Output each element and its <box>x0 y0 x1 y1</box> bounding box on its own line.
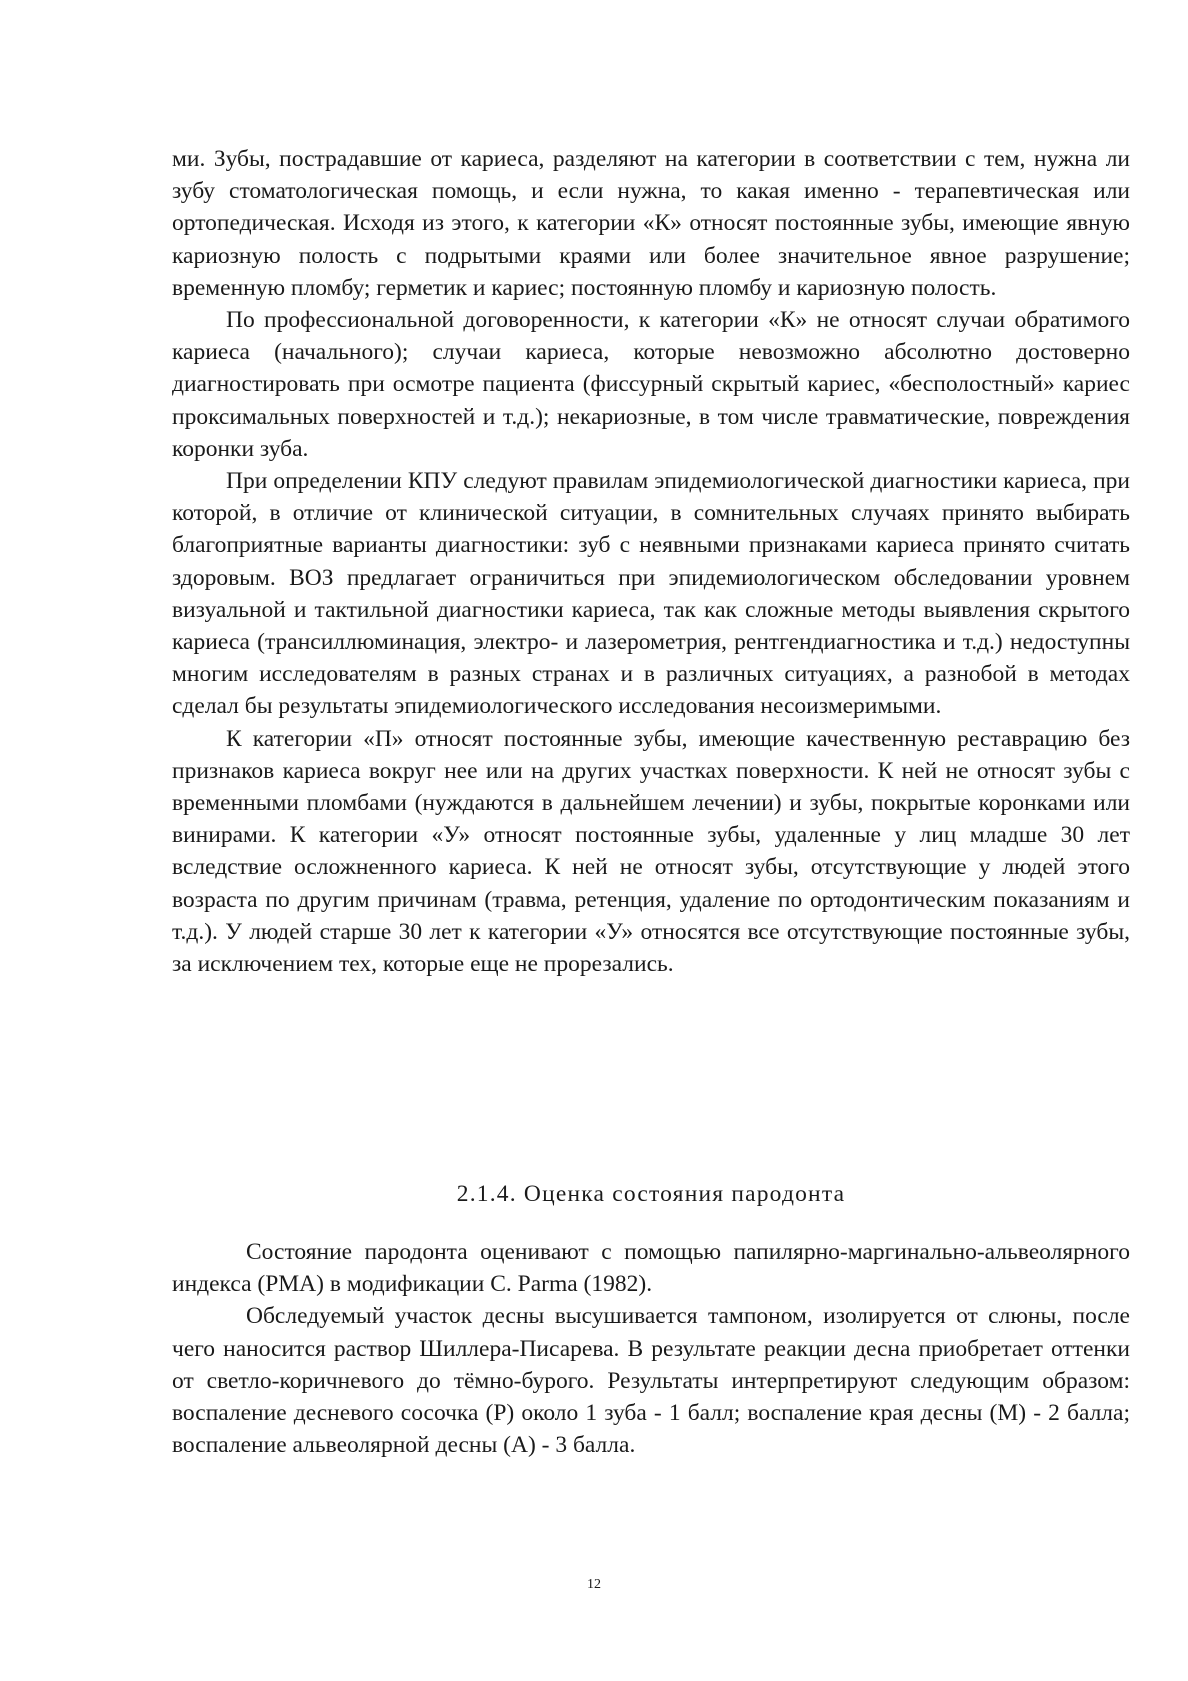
paragraph: Состояние пародонта оценивают с помощью папилярно-маргинально-альвеолярного индекса (РМА) в модификации C. Parma (1982). <box>172 1239 1130 1298</box>
page-number: 12 <box>587 1577 601 1592</box>
section-heading: 2.1.4. Оценка состояния пародонта <box>456 1181 846 1207</box>
paragraph: По профессиональной договоренности, к категории «К» не относят случаи обратимого кариеса (начального); случаи кариеса, которые невозможно абсолютно достоверно диагностировать при осмотре пациента (фиссурный скрытый кариес, «бесполостный» кариес проксимальных поверхностей и т.д.); некариозные, в том числе травматические, повреждения коронки зуба. <box>172 307 1130 462</box>
paragraph: ми. Зубы, пострадавшие от кариеса, разделяют на категории в соответствии с тем, нужна ли зубу стоматологическая помощь, и если нужна, то какая именно - терапевтическая или ортопедическая. Исходя из этого, к категории «К» относят постоянные зубы, имеющие явную кариозную полость с подрытыми краями или более значительное явное разрушение; временную пломбу; герметик и кариес; постоянную пломбу и кариозную полость. <box>172 146 1130 301</box>
paragraph: К категории «П» относят постоянные зубы, имеющие качественную реставрацию без признаков кариеса вокруг нее или на других участках поверхности. К ней не относят зубы с временными пломбами (нуждаются в дальнейшем лечении) и зубы, покрытые коронками или винирами. К категории «У» относят постоянные зубы, удаленные у лиц младше 30 лет вследствие осложненного кариеса. К ней не относят зубы, отсутствующие у людей этого возраста по другим причинам (травма, ретенция, удаление по ортодонтическим показаниям и т.д.). У людей старше 30 лет к категории «У» относятся все отсутствующие постоянные зубы, за исключением тех, которые еще не прорезались. <box>172 725 1130 978</box>
body-text-block <box>172 1236 1130 1461</box>
paragraph: Обследуемый участок десны высушивается тампоном, изолируется от слюны, после чего наносится раствор Шиллера-Писарева. В результате реакции десна приобретает оттенки от светло-коричневого до тёмно-бурого. Результаты интерпретируют следующим образом: воспаление десневого сосочка (Р) около 1 зуба - 1 балл; воспаление края десны (М) - 2 балла; воспаление альвеолярной десны (А) - 3 балла. <box>172 1303 1130 1459</box>
body-text-block <box>172 143 1130 980</box>
paragraph: При определении КПУ следуют правилам эпидемиологической диагностики кариеса, при которой, в отличие от клинической ситуации, в сомнительных случаях принято выбирать благоприятные варианты диагностики: зуб с неявными признаками кариеса принято считать здоровым. ВОЗ предлагает ограничиться при эпидемиологическом обследовании уровнем визуальной и тактильной диагностики кариеса, так как сложные методы выявления скрытого кариеса (трансиллюминация, электро- и лазерометрия, рентгендиагностика и т.д.) недоступны многим исследователям в разных странах и в различных ситуациях, а разнобой в методах сделал бы результаты эпидемиологического исследования несоизмеримыми. <box>172 468 1130 720</box>
